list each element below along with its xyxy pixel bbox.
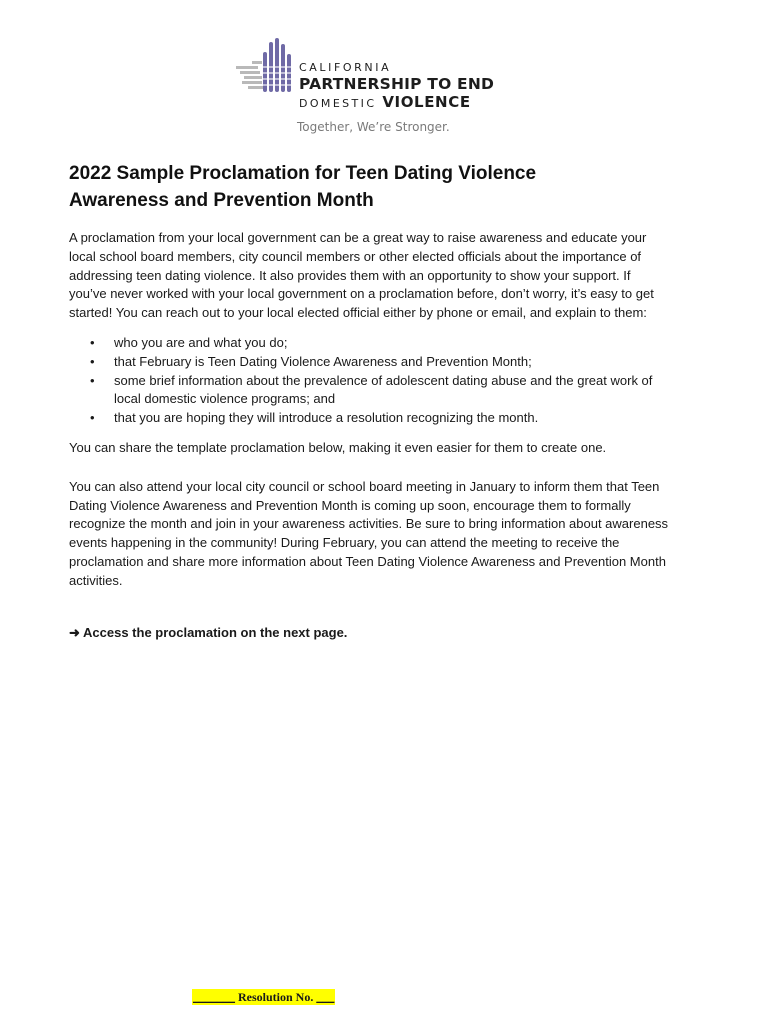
resolution-label: Resolution No. bbox=[238, 990, 314, 1004]
document-title bbox=[69, 160, 669, 214]
attend-meeting-paragraph: You can also attend your local city council or school board meeting in January to inform them that Teen Dating Violence Awareness and Prevention Month is coming up soon, encourage them to formally recognize the month and join in your awareness activities. Be sure to bring information about awareness events happening in the community! During February, you can attend the meeting to receive the proclamation and share more information about Teen Dating Violence Awareness and Prevention Month activities. bbox=[69, 478, 669, 588]
list-item-text: that February is Teen Dating Violence Awareness and Prevention Month; bbox=[114, 353, 532, 369]
share-paragraph: You can share the template proclamation below, making it even easier for them to create one. bbox=[69, 439, 607, 455]
list-item bbox=[69, 334, 669, 353]
list-item bbox=[69, 353, 669, 372]
list-item-text: that you are hoping they will introduce a resolution recognizing the month. bbox=[114, 410, 539, 426]
title-line-2: Awareness and Prevention Month bbox=[69, 190, 374, 211]
resolution-blank-1: _______ bbox=[193, 990, 235, 1004]
logo-wordmark bbox=[299, 61, 494, 110]
talking-points-list bbox=[69, 334, 669, 428]
bullet-icon: • bbox=[90, 410, 95, 426]
list-item-text: who you are and what you do; bbox=[114, 334, 288, 350]
resolution-blank-2: ___ bbox=[316, 990, 335, 1004]
logo-line-domestic: DOMESTIC bbox=[299, 97, 377, 110]
title-line-1: 2022 Sample Proclamation for Teen Dating Violence bbox=[69, 163, 537, 184]
list-item bbox=[69, 409, 669, 428]
bullet-icon: • bbox=[90, 353, 95, 369]
resolution-number-footer bbox=[192, 989, 335, 1005]
next-page-note: ➜ Access the proclamation on the next page. bbox=[69, 624, 348, 640]
list-item-text: some brief information about the prevalence of adolescent dating abuse and the great work of local domestic violence programs; and bbox=[114, 372, 653, 407]
document-body bbox=[69, 160, 669, 642]
intro-paragraph: A proclamation from your local government can be a great way to raise awareness and educate your local school board members, city council members or other elected officials about the importance of addressing teen dating violence. It also provides them with an opportunity to show your support. If you’ve never worked with your local government on a proclamation before, don’t worry, it’s easy to get started! You can reach out to your local elected official either by phone or email, and explain to them: bbox=[69, 230, 654, 321]
organization-logo bbox=[236, 36, 506, 140]
logo-tagline: Together, We’re Stronger. bbox=[297, 120, 450, 134]
logo-line-violence: VIOLENCE bbox=[382, 93, 471, 111]
bullet-icon: • bbox=[90, 334, 95, 350]
list-item bbox=[69, 372, 669, 410]
bullet-icon: • bbox=[90, 372, 95, 388]
logo-line-california: CALIFORNIA bbox=[299, 61, 392, 74]
logo-line-partnership: PARTNERSHIP TO END bbox=[299, 75, 495, 93]
logo-mark-icon bbox=[236, 36, 298, 100]
logo-line-domestic-violence bbox=[299, 94, 494, 110]
